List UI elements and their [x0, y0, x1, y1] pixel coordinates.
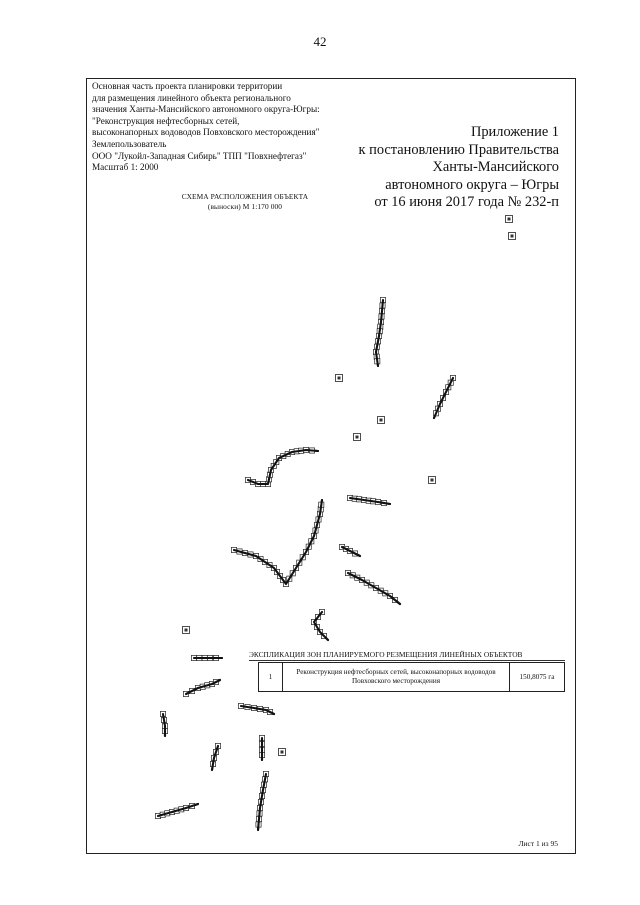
object-marker-core: [356, 436, 359, 439]
legend-table: [258, 662, 565, 692]
appendix-line: Ханты-Мансийского: [432, 159, 559, 175]
appendix-line: Приложение 1: [470, 124, 559, 140]
project-line: Основная часть проекта планировки территории: [92, 81, 283, 91]
object-marker-core: [508, 218, 511, 221]
pipeline-line: [158, 804, 198, 816]
scheme-title-line: СХЕМА РАСПОЛОЖЕНИЯ ОБЪЕКТА: [181, 192, 309, 201]
pipeline-line: [434, 378, 453, 418]
project-line: ООО "Лукойл-Западная Сибирь" ТПП "Повхнефтегаз": [92, 150, 307, 161]
scheme-scale-line: (выноски) М 1:170 000: [207, 201, 283, 211]
object-marker-core: [281, 751, 284, 754]
page-number: 42: [313, 34, 327, 49]
pipeline-segments: [158, 300, 453, 830]
pipeline-line: [186, 680, 220, 694]
sheet-number: Лист 1 из 95: [518, 839, 558, 848]
project-line: "Реконструкция нефтесборных сетей,: [92, 115, 240, 126]
project-line: высоконапорных водоводов Повховского месторождения": [92, 127, 320, 138]
project-line: значения Ханты-Мансийского автономного округа-Югры:: [92, 104, 320, 115]
object-marker-core: [511, 235, 514, 238]
appendix-line: автономного округа – Югры: [385, 176, 559, 193]
project-line: Масштаб 1: 2000: [92, 162, 159, 173]
object-marker-core: [380, 419, 383, 422]
pipeline-line: [248, 450, 318, 484]
object-marker-core: [431, 479, 434, 482]
project-line: для размещения линейного объекта регионального: [92, 92, 291, 103]
legend-row-area: 150,8075 га: [519, 672, 555, 681]
legend-row-name: Реконструкция нефтесборных сетей, высоконапорных водоводов Повховского месторождения: [283, 663, 510, 691]
appendix-line: от 16 июня 2017 года № 232-п: [374, 194, 559, 210]
object-marker-core: [185, 629, 188, 632]
project-line: Землепользователь: [92, 138, 167, 149]
object-marker-core: [338, 377, 341, 380]
legend-heading: ЭКСПЛИКАЦИЯ ЗОН ПЛАНИРУЕМОГО РЕЗМЕЩЕНИЯ ЛИНЕЙНЫХ ОБЪЕКТОВ: [249, 650, 565, 661]
appendix-line: к постановлению Правительства: [358, 141, 559, 158]
legend-row-number: 1: [259, 663, 283, 691]
zone-markers: [155, 297, 455, 830]
